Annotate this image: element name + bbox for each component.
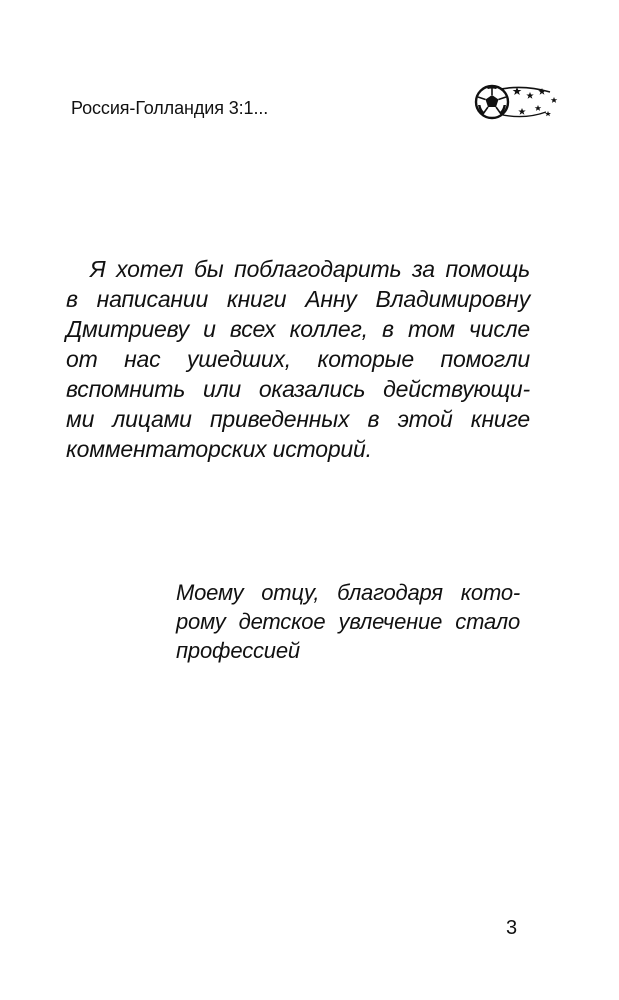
dedication-line: рому детское увлечение стало [176,609,520,634]
dedication-line: профессией [176,638,300,663]
page-number: 3 [506,917,518,939]
acknowledgment-line: Дмитриеву и всех коллег, в том числе [66,316,530,342]
acknowledgment-line: комментаторских историй. [66,436,372,462]
acknowledgment-line: вспомнить или оказались действующи- [66,376,530,402]
acknowledgment-paragraph [66,254,530,464]
dedication-line: Моему отцу, благодаря кото- [176,580,520,605]
acknowledgment-line: ми лицами приведенных в этой книге [66,406,530,432]
acknowledgment-line: в написании книги Анну Владимировну [66,286,530,312]
soccer-ball-with-stars-icon [472,78,562,126]
dedication-paragraph [176,578,520,665]
running-title: Россия-Голландия 3:1... [71,98,269,118]
acknowledgment-line: Я хотел бы поблагодарить за помощь [90,256,530,282]
acknowledgment-line: от нас ушедших, которые помогли [66,346,530,372]
